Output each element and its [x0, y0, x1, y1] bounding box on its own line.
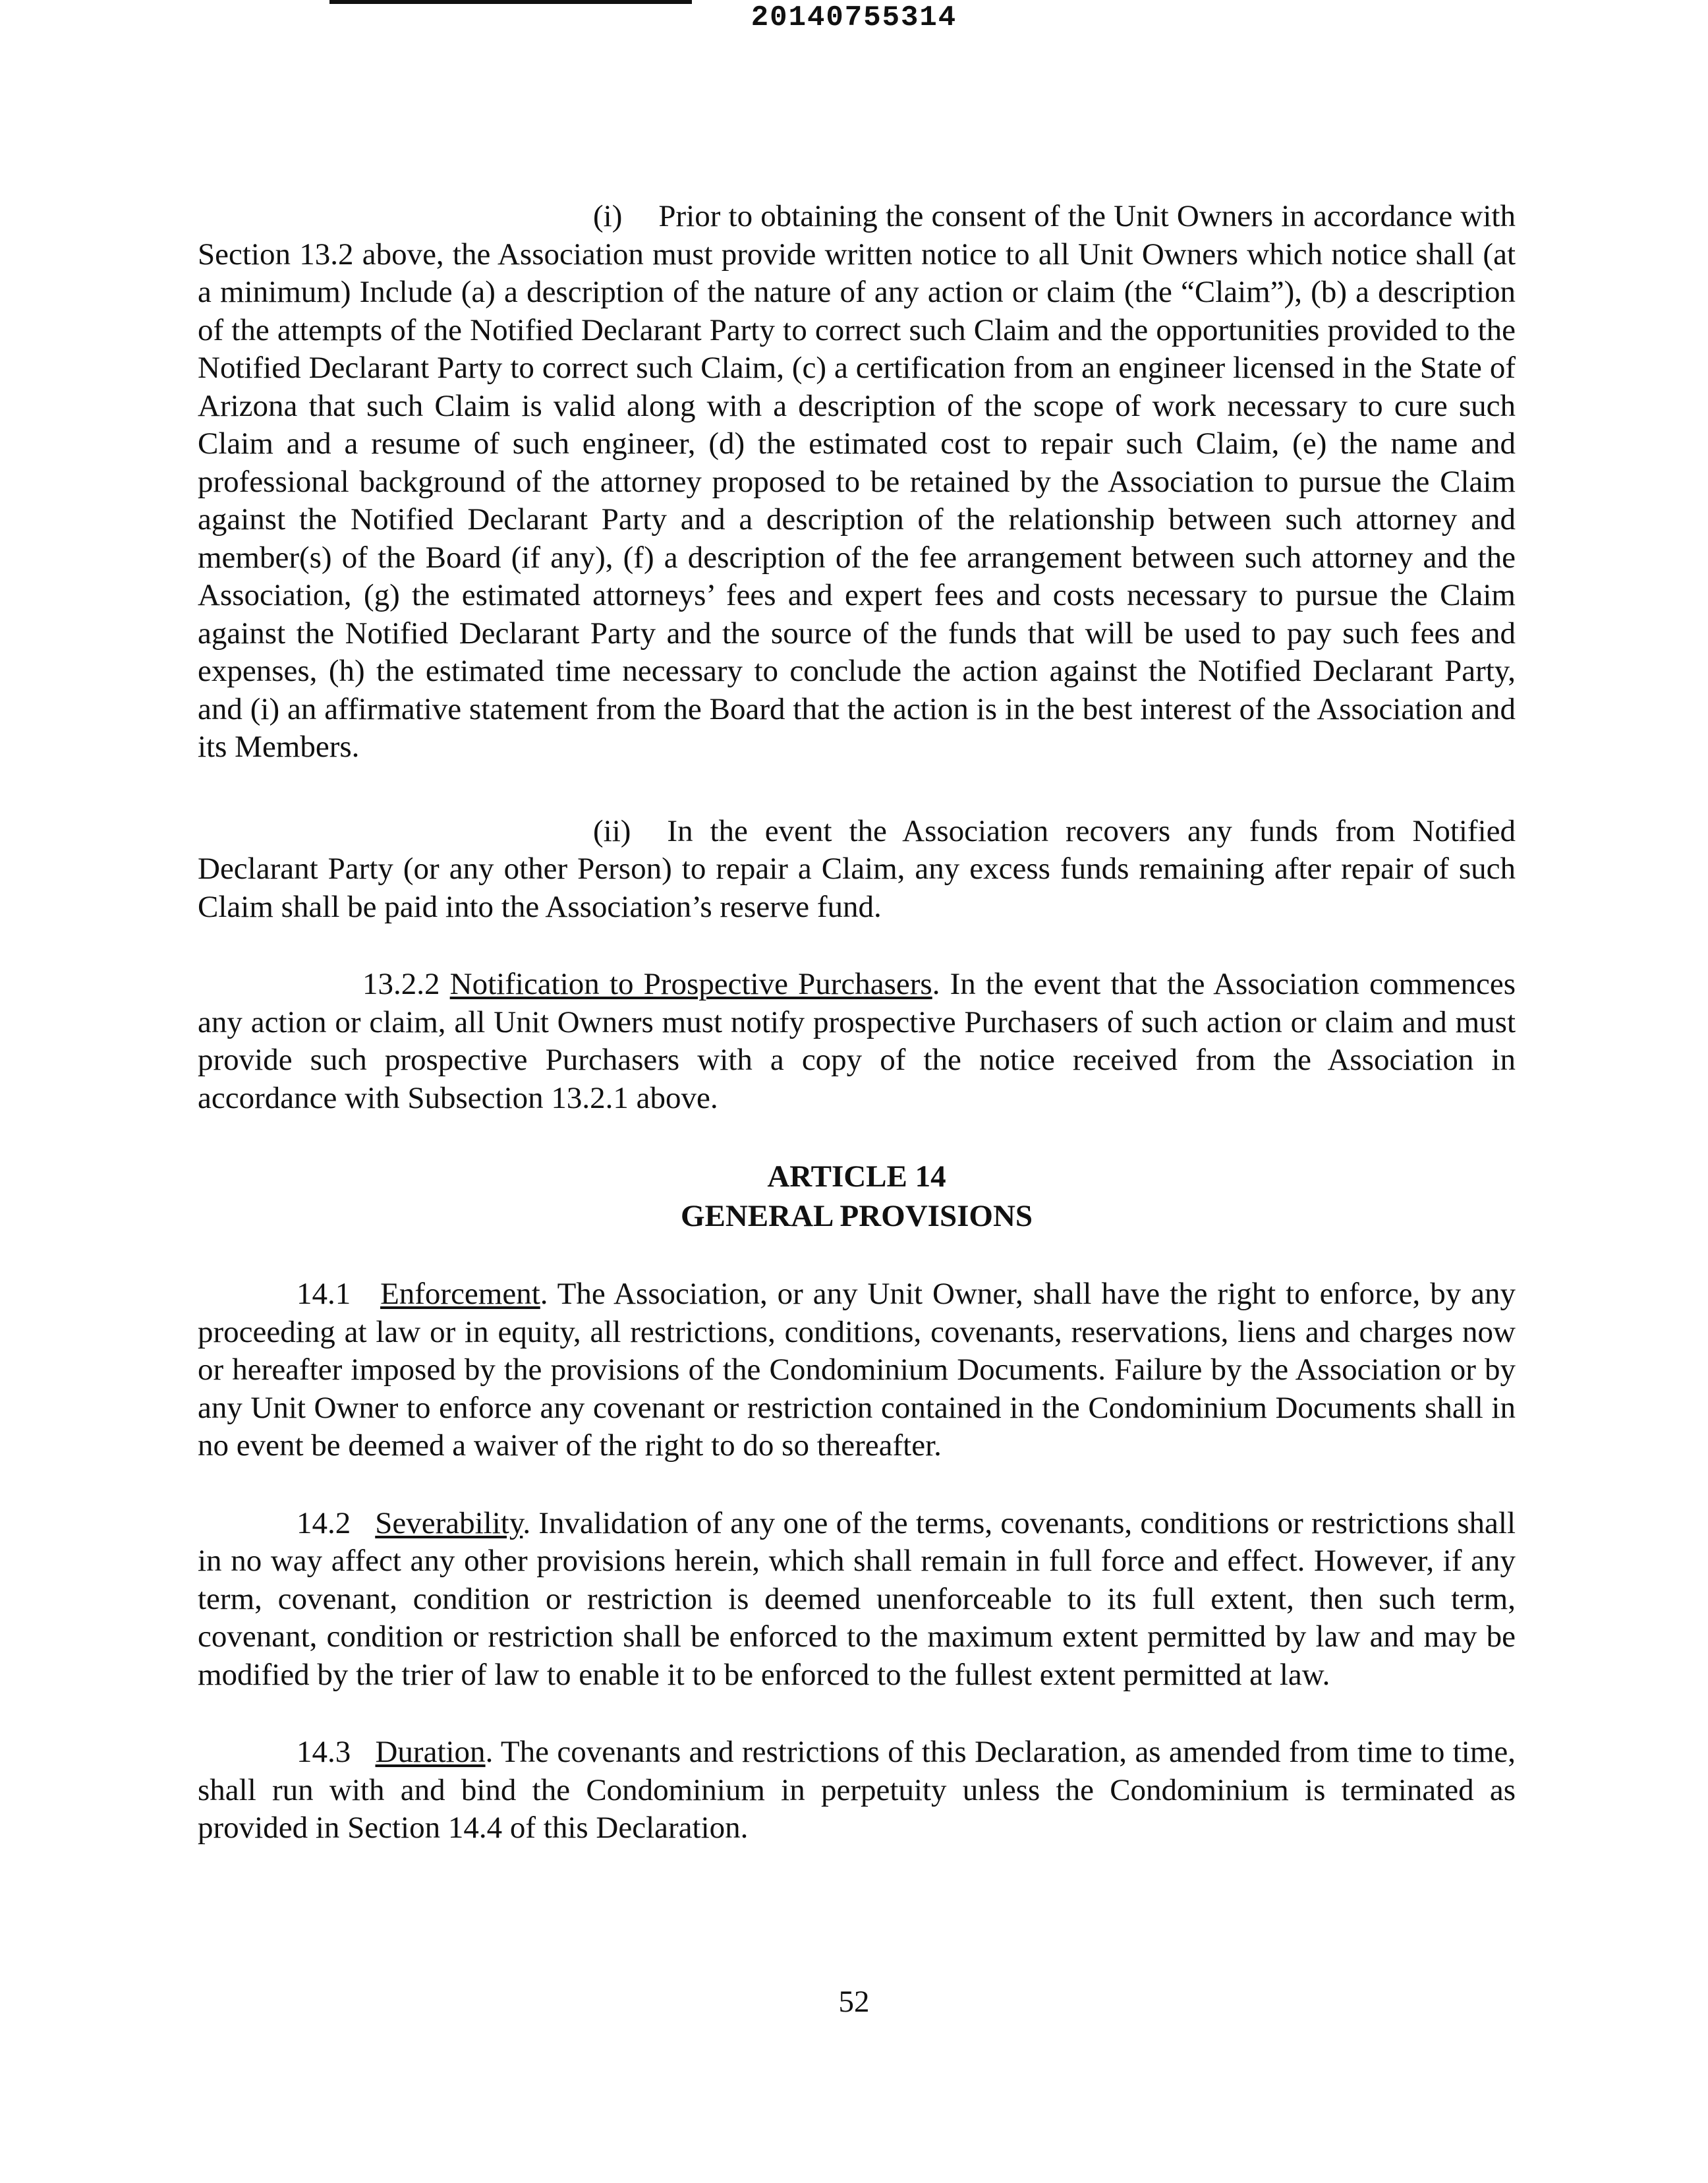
page-number: 52: [838, 1985, 870, 2019]
article-title: GENERAL PROVISIONS: [680, 1199, 1033, 1233]
section-14-3-text: . The covenants and restrictions of this Declaration, as amended from time to time, shall run with and bind the Condominium in perpetuity unless the Condominium is terminated as provided in Section 14.4 of this Declaration.: [198, 1735, 1516, 1845]
subparagraph-i-text: Prior to obtaining the consent of the Unit Owners in accordance with Section 13.2 above, the Association must provide written notice to all Unit Owners which notice shall (at a minimum) Include (a) a description of the nature of any action or claim (the “Claim”), (b) a description of the attempts of the Notified Declarant Party to correct such Claim and the opportunities provided to the Notified Declarant Party to correct such Claim, (c) a certification from an engineer licensed in the State of Arizona that such Claim is valid along with a description of the scope of work necessary to cure such Claim and a resume of such engineer, (d) the estimated cost to repair such Claim, (e) the name and professional background of the attorney proposed to be retained by the Association to pursue the Claim against the Notified Declarant Party and a description of the relationship between such attorney and member(s) of the Board (if any), (f) a description of the fee arrangement between such attorney and the Association, (g) the estimated attorneys’ fees and expert fees and costs necessary to pursue the Claim against the Notified Declarant Party and the source of the funds that will be used to pay such fees and expenses, (h) the estimated time necessary to conclude the action against the Notified Declarant Party, and (i) an affirmative statement from the Board that the action is in the best interest of the Association and its Members.: [198, 199, 1516, 764]
section-14-1: [198, 1275, 1516, 1465]
section-13-2-2-text: . In the event that the Association commences any action or claim, all Unit Owners must notify prospective Purchasers of such action or claim and must provide such prospective Purchasers with a copy of the notice received from the Association in accordance with Subsection 13.2.1 above.: [198, 967, 1516, 1115]
article-heading: [198, 1157, 1516, 1236]
subparagraph-ii: [198, 813, 1516, 927]
section-14-2: [198, 1505, 1516, 1695]
section-14-3-number: 14.3: [297, 1735, 351, 1769]
section-13-2-2: [198, 966, 1516, 1117]
article-number: ARTICLE 14: [767, 1159, 946, 1194]
section-14-2-text: . Invalidation of any one of the terms, covenants, conditions or restrictions shall in no way affect any other provisions herein, which shall remain in full force and effect. However, if any term, covenant, condition or restriction is deemed unenforceable to its full extent, then such term, covenant, condition or restriction shall be enforced to the maximum extent permitted by law and may be modified by the trier of law to enable it to be enforced to the fullest extent permitted at law.: [198, 1505, 1516, 1692]
section-14-1-text: . The Association, or any Unit Owner, shall have the right to enforce, by any proceeding at law or in equity, all restrictions, conditions, covenants, reservations, liens and charges now or hereafter imposed by the provisions of the Condominium Documents. Failure by the Association or by any Unit Owner to enforce any covenant or restriction contained in the Condominium Documents shall in no event be deemed a waiver of the right to do so thereafter.: [198, 1277, 1516, 1463]
subparagraph-i: [198, 198, 1516, 767]
section-14-2-number: 14.2: [297, 1505, 351, 1540]
section-13-2-2-number: 13.2.2: [362, 967, 440, 1001]
subparagraph-ii-label: (ii): [593, 813, 631, 848]
document-number: 20140755314: [751, 1, 957, 34]
page-body: [198, 198, 1516, 1848]
subparagraph-i-label: (i): [593, 199, 623, 233]
section-14-1-number: 14.1: [297, 1277, 351, 1311]
section-13-2-2-title: Notification to Prospective Purchasers: [449, 967, 932, 1001]
subparagraph-ii-text: In the event the Association recovers any funds from Notified Declarant Party (or any other Person) to repair a Claim, any excess funds remaining after repair of such Claim shall be paid into the Association’s reserve fund.: [198, 813, 1516, 924]
section-14-3-title: Duration: [375, 1735, 486, 1769]
section-14-1-title: Enforcement: [380, 1277, 540, 1311]
section-14-2-title: Severability: [375, 1505, 523, 1540]
section-14-3: [198, 1733, 1516, 1848]
